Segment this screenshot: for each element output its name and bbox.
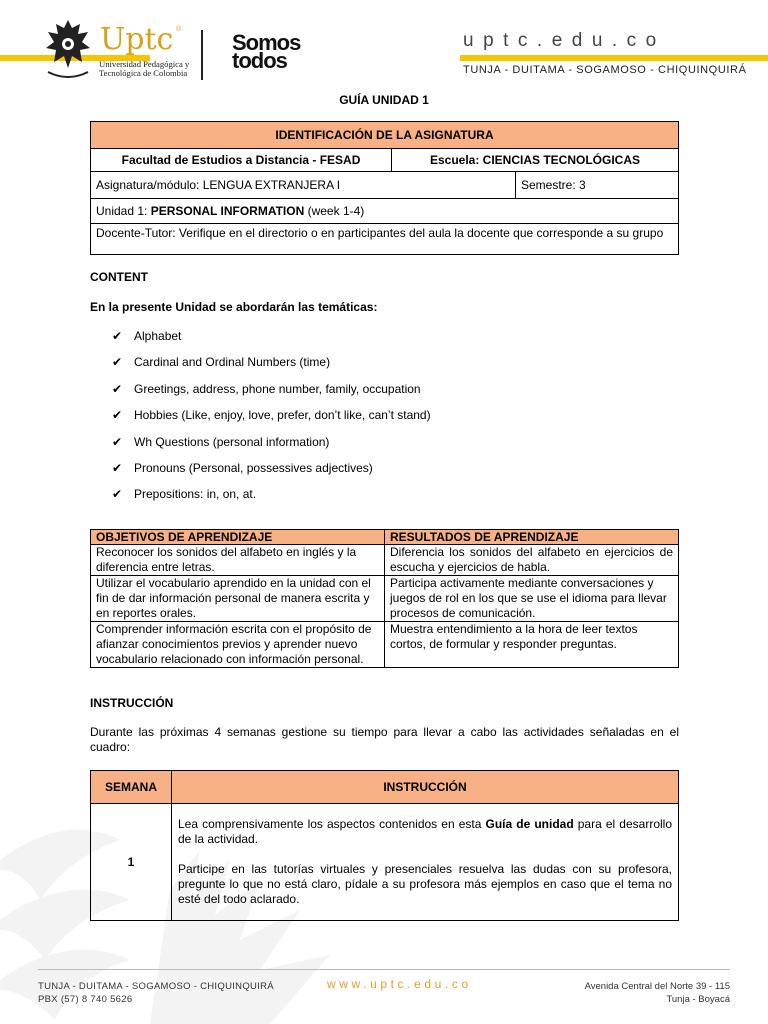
logo-subtitle-line-1: Universidad Pedagógica y — [99, 59, 190, 69]
check-icon: ✔ — [112, 487, 123, 502]
content-intro: En la presente Unidad se abordarán las temáticas: — [90, 300, 378, 314]
check-icon: ✔ — [112, 355, 123, 370]
faculty-cell: Facultad de Estudios a Distancia - FESAD — [91, 149, 392, 172]
list-item — [112, 405, 431, 431]
topic-text: Greetings, address, phone number, family, occupation — [134, 381, 421, 396]
objective-cell: Utilizar el vocabulario aprendido en la unidad con el fin de dar información personal de manera escrita y en reportes orales. — [91, 576, 385, 622]
result-cell: Participa activamente mediante conversaciones y juegos de rol en los que se use el idioma para llevar procesos de comunicación. — [385, 576, 679, 622]
unit-prefix: Unidad 1: — [96, 204, 151, 218]
topic-text: Alphabet — [134, 329, 182, 343]
footer-website[interactable]: www.uptc.edu.co — [327, 977, 472, 991]
footer-cities: TUNJA - DUITAMA - SOGAMOSO - CHIQUINQUIRÁ — [38, 981, 274, 992]
topics-list — [112, 326, 431, 511]
check-icon: ✔ — [112, 329, 123, 343]
identification-table — [90, 121, 679, 255]
table-row — [91, 622, 679, 668]
instruction-header: INSTRUCCIÓN — [172, 771, 679, 804]
instruction-text: para el desarrollo de la actividad. — [178, 817, 672, 846]
instruction-cell — [172, 804, 679, 921]
tutor-cell: Docente-Tutor: Verifique en el directorio o en participantes del aula la docente que corresponde a su grupo — [91, 224, 679, 255]
logo-subtitle — [99, 60, 189, 78]
subject-cell: Asignatura/módulo: LENGUA EXTRANJERA I — [91, 172, 516, 199]
instruction-table — [90, 770, 679, 921]
week-header: SEMANA — [91, 771, 172, 804]
content-heading: CONTENT — [90, 270, 148, 284]
table-row — [91, 804, 679, 921]
instruction-text: Lea comprensivamente los aspectos contenidos en esta — [178, 817, 486, 831]
instruction-paragraph-2: Participe en las tutorías virtuales y presenciales resuelva las dudas con su profesora, pregunte lo que no está claro, pídale a su profesora más ejemplos en caso que el tema no esté del todo aclarado. — [178, 862, 672, 906]
footer-phone: PBX (57) 8 740 5626 — [38, 994, 133, 1005]
footer-address-line-1: Avenida Central del Norte 39 - 115 — [584, 981, 730, 992]
header-bar-gap — [150, 50, 460, 64]
list-item — [112, 352, 431, 378]
list-item — [112, 326, 431, 352]
table-row — [91, 545, 679, 576]
learning-table — [90, 529, 679, 668]
header-divider — [201, 30, 203, 80]
check-icon: ✔ — [112, 434, 123, 449]
registered-mark: ® — [176, 26, 182, 33]
list-item — [112, 432, 431, 458]
results-header: RESULTADOS DE APRENDIZAJE — [385, 530, 679, 545]
unit-name: PERSONAL INFORMATION — [150, 204, 305, 218]
objective-cell: Reconocer los sonidos del alfabeto en inglés y la diferencia entre letras. — [91, 545, 385, 576]
result-cell: Muestra entendimiento a la hora de leer textos cortos, de formular y responder preguntas. — [385, 622, 679, 668]
check-icon: ✔ — [112, 408, 123, 423]
topic-text: Wh Questions (personal information) — [134, 434, 330, 449]
instruction-paragraph-1 — [178, 817, 672, 847]
guide-title: GUÍA UNIDAD 1 — [339, 93, 429, 107]
list-item — [112, 458, 431, 484]
table-row — [91, 576, 679, 622]
identification-header: IDENTIFICACIÓN DE LA ASIGNATURA — [91, 122, 679, 149]
unit-cell — [91, 199, 679, 224]
topic-text: Cardinal and Ordinal Numbers (time) — [134, 355, 331, 370]
semester-cell: Semestre: 3 — [516, 172, 679, 199]
check-icon: ✔ — [112, 381, 123, 396]
topic-text: Hobbies (Like, enjoy, love, prefer, don’t like, can’t stand) — [134, 408, 431, 423]
instruction-emphasis: Guía de unidad — [485, 817, 574, 831]
objectives-header: OBJETIVOS DE APRENDIZAJE — [91, 530, 385, 545]
logo-subtitle-line-2: Tecnológica de Colombia — [99, 68, 188, 78]
objective-cell: Comprender información escrita con el propósito de afianzar conocimientos previos y aprender nuevo vocabulario relacionado con información personal. — [91, 622, 385, 668]
footer-address — [585, 980, 730, 1006]
slogan-logo — [232, 30, 301, 73]
list-item — [112, 484, 431, 510]
university-shield-icon — [44, 18, 92, 84]
footer-divider — [38, 969, 730, 970]
check-icon: ✔ — [112, 460, 123, 475]
list-item — [112, 379, 431, 405]
slogan-line-1: Somos — [232, 30, 301, 55]
school-cell — [392, 149, 679, 172]
header-cities: TUNJA - DUITAMA - SOGAMOSO - CHIQUINQUIRÁ — [463, 64, 747, 76]
instruction-heading: INSTRUCCIÓN — [90, 696, 174, 710]
footer-left — [38, 980, 274, 1006]
footer-address-line-2: Tunja - Boyacá — [666, 994, 730, 1005]
topic-text: Prepositions: in, on, at. — [134, 487, 257, 502]
school-label: Escuela: — [429, 153, 483, 167]
topic-text: Pronouns (Personal, possessives adjectives) — [134, 460, 373, 475]
logo-wordmark: Uptc — [100, 22, 174, 57]
instruction-intro: Durante las próximas 4 semanas gestione su tiempo para llevar a cabo las actividades señaladas en el cuadro: — [90, 725, 679, 754]
unit-suffix: (week 1-4) — [304, 204, 365, 218]
slogan-line-2: todos — [232, 48, 287, 73]
header-website: uptc.edu.co — [463, 30, 666, 51]
result-cell: Diferencia los sonidos del alfabeto en ejercicios de escucha y ejercicios de habla. — [385, 545, 679, 576]
week-number: 1 — [91, 804, 172, 921]
school-value: CIENCIAS TECNOLÓGICAS — [482, 153, 641, 167]
